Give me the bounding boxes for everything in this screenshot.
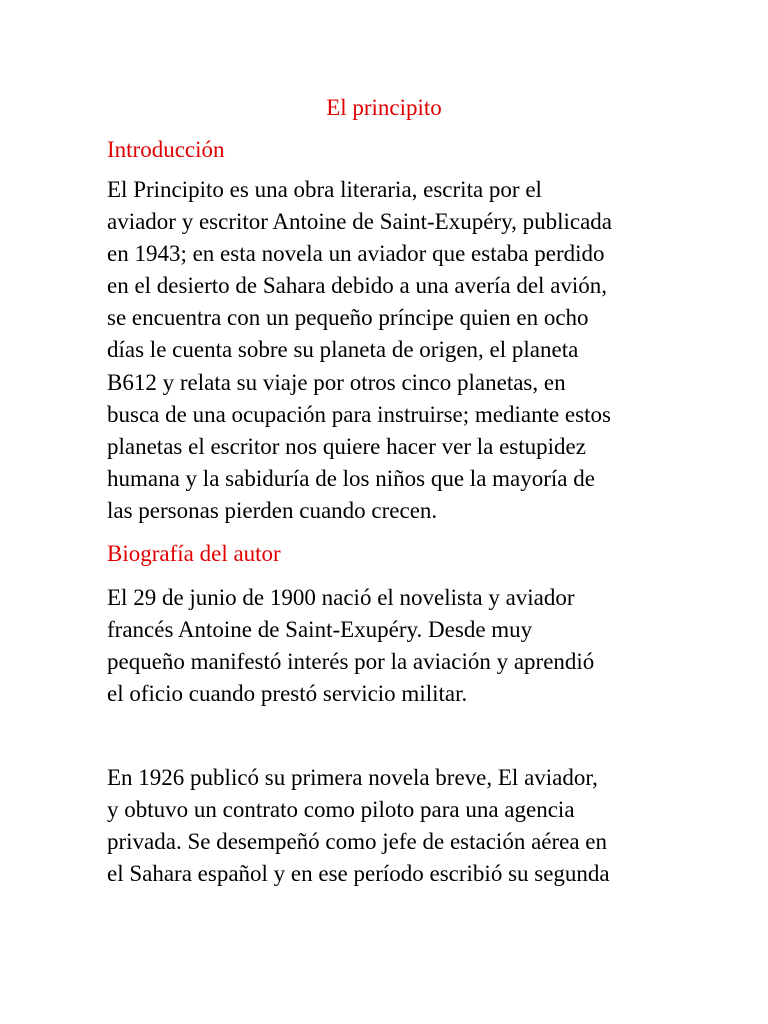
text-line: humana y la sabiduría de los niños que la mayoría de [107, 465, 595, 491]
text-line: en el desierto de Sahara debido a una avería del avión, [107, 273, 608, 299]
text-line: en 1943; en esta novela un aviador que estaba perdido [107, 241, 605, 267]
text-line: pequeño manifestó interés por la aviación y aprendió [107, 649, 595, 675]
document-title: El principito [326, 95, 442, 120]
section-heading-introduccion: Introducción [107, 137, 225, 162]
text-line: francés Antoine de Saint-Exupéry. Desde muy [107, 617, 533, 643]
biography-paragraph-1 [107, 582, 667, 710]
text-line: y obtuvo un contrato como piloto para una agencia [107, 797, 575, 823]
text-line: privada. Se desempeñó como jefe de estación aérea en [107, 829, 608, 855]
text-line: El Principito es una obra literaria, escrita por el [107, 177, 542, 202]
text-line: el Sahara español y en ese período escribió su segunda [107, 861, 610, 887]
text-line: las personas pierden cuando crecen. [107, 497, 438, 523]
text-line: el oficio cuando prestó servicio militar. [107, 681, 468, 707]
text-line: días le cuenta sobre su planeta de origen, el planeta [107, 337, 579, 363]
biography-paragraph-2 [107, 762, 667, 890]
intro-paragraph [107, 174, 667, 527]
text-line: se encuentra con un pequeño príncipe quien en ocho [107, 305, 589, 331]
text-line: busca de una ocupación para instruirse; mediante estos [107, 401, 611, 427]
section-heading-biografia: Biografía del autor [107, 541, 281, 566]
text-line: En 1926 publicó su primera novela breve, El aviador, [107, 765, 598, 790]
text-line: El 29 de junio de 1900 nació el novelista y aviador [107, 585, 575, 610]
text-line: planetas el escritor nos quiere hacer ver la estupidez [107, 433, 586, 459]
text-line: B612 y relata su viaje por otros cinco planetas, en [107, 369, 566, 395]
text-line: aviador y escritor Antoine de Saint-Exupéry, publicada [107, 209, 612, 235]
